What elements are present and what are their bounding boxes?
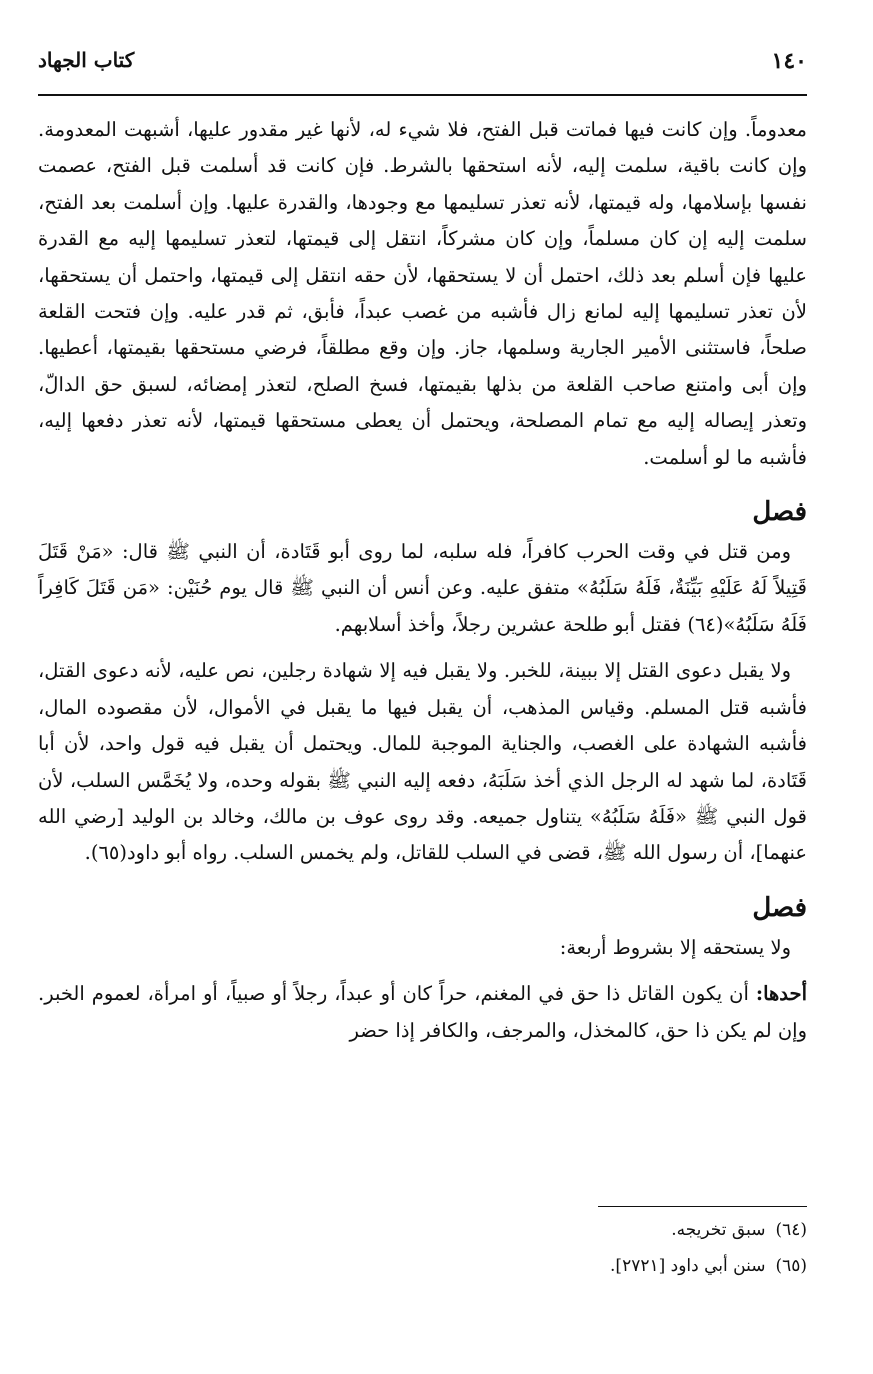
- paragraph-2: ومن قتل في وقت الحرب كافراً، فله سلبه، لما روى أبو قَتَادة، أن النبي ﷺ قال: «مَنْ قَتَلَ قَتِيلاً لَهُ عَلَيْهِ بَيِّنَةٌ، فَلَهُ سَلَبُهُ» متفق عليه. وعن أنس أن النبي ﷺ قال يوم حُنَيْن: «مَن قَتَلَ كَافِراً فَلَهُ سَلَبُهُ»(٦٤) فقتل أبو طلحة عشرين رجلاً، وأخذ أسلابهم.: [38, 540, 807, 636]
- condition-lead: أحدها:: [755, 982, 808, 1006]
- footnote-number: (٦٥): [775, 1256, 807, 1276]
- footnote: [38, 1248, 807, 1284]
- page-header: [38, 48, 807, 88]
- paragraph-5: [38, 976, 807, 1049]
- header-divider: [38, 94, 807, 96]
- footnote-number: (٦٤): [775, 1220, 807, 1240]
- footnote-text: سنن أبي داود [٢٧٢١].: [610, 1256, 766, 1276]
- running-title: كتاب الجهاد: [38, 48, 135, 72]
- paragraph-1: معدوماً. وإن كانت فيها فماتت قبل الفتح، فلا شيء له، لأنها غير مقدور عليها، أشبهت المعدومة. وإن كانت باقية، سلمت إليه، لأنه استحقها بالشرط. فإن كانت قد أسلمت قبل الفتح، عصمت نفسها بإسلامها، وله قيمتها، لأنه تعذر تسليمها مع وجودها، والقدرة عليها. وإن أسلمت بعد الفتح، سلمت إليه إن كان مسلماً، وإن كان مشركاً، انتقل إلى قيمتها، لتعذر تسليمها إليه مع القدرة عليها فإن أسلم بعد ذلك، احتمل أن لا يستحقها، لأن حقه انتقل إلى قيمتها، واحتمل أن يستحقها، لأن تعذر تسليمها إليه لمانع زال فأشبه من غصب عبداً، فأبق، ثم قدر عليه. وإن فتحت القلعة صلحاً، فاستثنى الأمير الجارية وسلمها، جاز. وإن وقع مطلقاً، فرضي مستحقها بقيمتها، أعطيها. وإن أبى وامتنع صاحب القلعة من بذلها بقيمتها، فسخ الصلح، لتعذر إمضائه، لسبق حق الدالّ، وتعذر إيصاله إليه مع تمام المصلحة، ويحتمل أن يعطى مستحقها قيمتها، لأنه تعذر دفعها إليه، فأشبه ما لو أسلمت.: [38, 118, 807, 469]
- section-heading-2: فصل: [752, 892, 807, 923]
- footnotes: [38, 1212, 807, 1284]
- footnote-divider: [598, 1206, 807, 1207]
- main-text: [38, 112, 807, 1049]
- footnote: [38, 1212, 807, 1248]
- paragraph-4: ولا يستحقه إلا بشروط أربعة:: [559, 935, 791, 959]
- footnote-text: سبق تخريجه.: [671, 1220, 766, 1240]
- page-number: ١٤٠: [771, 48, 807, 74]
- paragraph-3: ولا يقبل دعوى القتل إلا ببينة، للخبر. ولا يقبل فيه إلا شهادة رجلين، نص عليه، لأنه دعوى القتل، فأشبه قتل المسلم. وقياس المذهب، أن يقبل فيها ما يقبل في الأموال، لأن مقصوده المال، فأشبه الشهادة على الغصب، والجناية الموجبة للمال. ويحتمل أن يقبل فيه قول واحد، لأن أبا قَتَادة، لما شهد له الرجل الذي أخذ سَلَبَهُ، دفعه إليه النبي ﷺ بقوله وحده، ولا يُخَمَّس السلب، لأن قول النبي ﷺ «فَلَهُ سَلَبُهُ» يتناول جميعه. وقد روى عوف بن مالك، وخالد بن الوليد [رضي الله عنهما]، أن رسول الله ﷺ، قضى في السلب للقاتل، ولم يخمس السلب. رواه أبو داود(٦٥).: [38, 659, 807, 865]
- condition-text: أن يكون القاتل ذا حق في المغنم، حراً كان أو عبداً، رجلاً أو صبياً، أو امرأة، لعموم الخبر. وإن لم يكن ذا حق، كالمخذل، والمرجف، والكافر إذا حضر: [38, 982, 807, 1042]
- section-heading-1: فصل: [752, 497, 807, 528]
